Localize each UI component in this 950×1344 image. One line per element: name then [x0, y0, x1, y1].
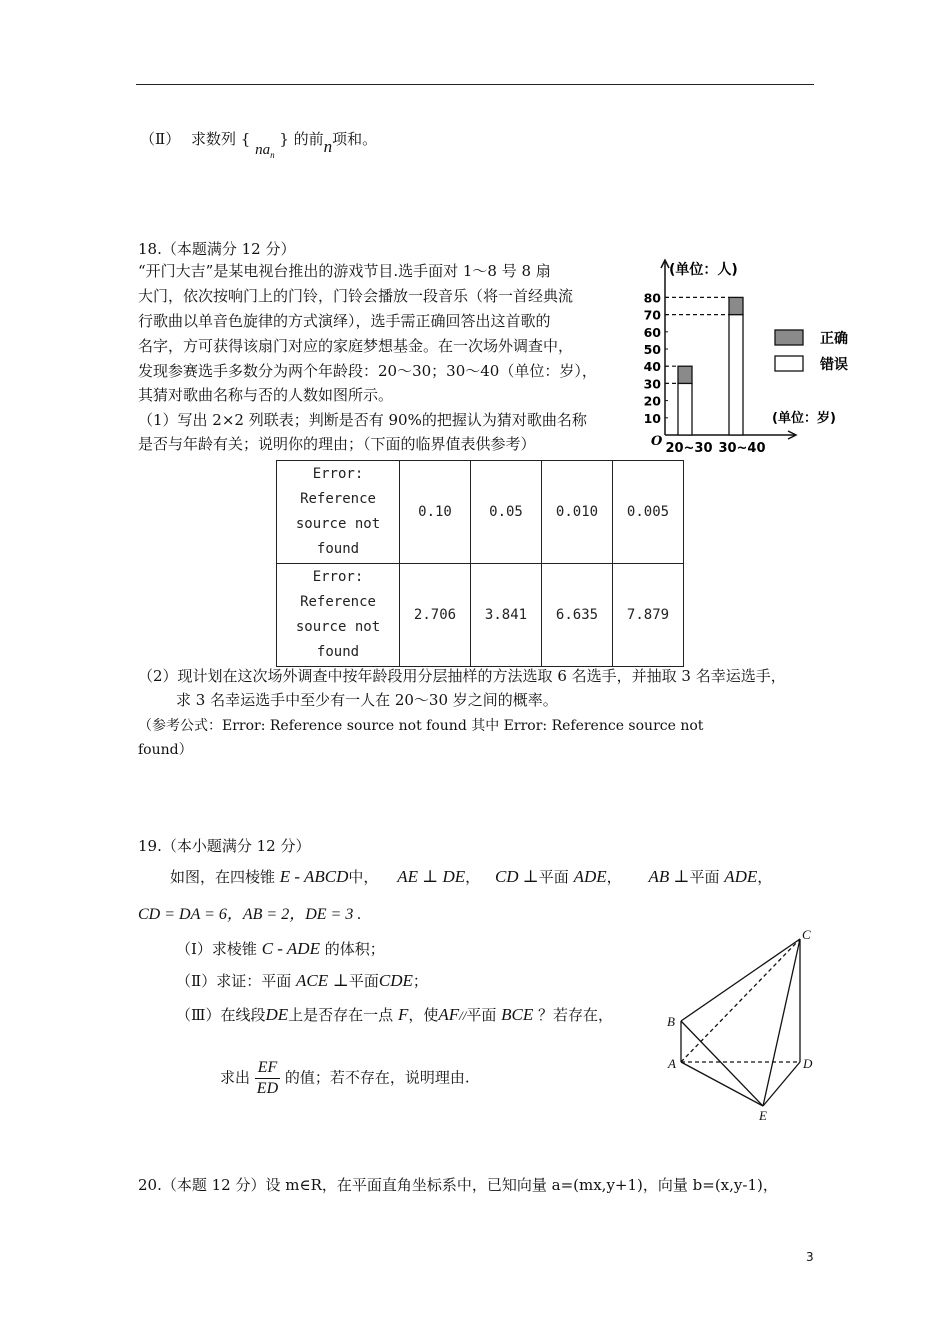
p19-sep: ，: [757, 868, 773, 886]
p19-sep: ，: [465, 868, 481, 886]
p19-q2-p2: CDE: [378, 971, 413, 990]
p19-q3-c: ，使: [408, 1006, 439, 1024]
p17-n: n: [323, 137, 333, 156]
y-tick-label: 20: [643, 393, 661, 409]
p19-heading: 19.（本小题满分 12 分）: [138, 837, 311, 855]
p18-q2-line-2: 求 3 名幸运选手中至少有一人在 20～30 岁之间的概率。: [176, 691, 558, 709]
p18-line-6: 其猜对歌曲名称与否的人数如图所示。: [138, 386, 394, 404]
age-bar-chart: [630, 250, 870, 460]
p19-cond1: AE ⊥ DE: [397, 867, 466, 886]
legend-swatch-wrong: [775, 356, 803, 371]
p17-part2-text-c: 项和。: [332, 130, 378, 148]
label-line: Reference: [300, 491, 376, 507]
p19-plane: 平面: [538, 868, 569, 886]
p19-q1-tail: 的体积；: [324, 940, 385, 958]
fraction-numerator: EF: [255, 1058, 280, 1079]
p19-q3-a: （Ⅲ）在线段: [176, 1006, 266, 1024]
p18-q1-line-2: 是否与年龄有关；说明你的理由；（下面的临界值表供参考）: [138, 435, 536, 453]
p17-part2: [140, 128, 378, 160]
edge-bc: [681, 939, 800, 1021]
p19-q2-plane: 平面: [348, 972, 379, 990]
label-line: source not: [295, 619, 381, 635]
label-line: found: [316, 644, 360, 660]
p18-line-3: 行歌曲以单音色旋律的方式演绎），选手需正确回答出这首歌的: [138, 312, 551, 330]
edge-be: [681, 1021, 763, 1106]
p17-part2-label: （Ⅱ）: [140, 130, 181, 148]
p19-q1: [176, 938, 385, 960]
legend-swatch-correct: [775, 330, 803, 345]
table-cell: 0.010: [542, 461, 613, 564]
table-row: [277, 564, 684, 667]
legend-label-wrong: 错误: [820, 357, 848, 373]
bar-wrong: [729, 315, 743, 435]
p18-line-2: 大门，依次按响门上的门铃，门铃会播放一段音乐（将一首经典流: [138, 287, 574, 305]
table-cell: 6.635: [542, 564, 613, 667]
edge-ae: [681, 1062, 763, 1106]
pyramid-figure: [660, 925, 830, 1125]
vertex-label-b: B: [667, 1014, 675, 1029]
p19-q3-af: AF: [438, 1005, 460, 1024]
label-line: Reference: [300, 594, 376, 610]
p19-q2-label: （Ⅱ）求证：平面: [176, 972, 292, 990]
table-row-label: [277, 564, 400, 667]
p19-q3-g: 的值；若不存在，说明理由.: [284, 1068, 470, 1087]
bar-correct: [678, 366, 692, 383]
y-tick-label: 80: [643, 290, 661, 306]
bar-correct: [729, 297, 743, 314]
p18-line-5: 发现参赛选手多数分为两个年龄段：20～30；30～40（单位：岁），: [138, 362, 597, 380]
critical-value-table: [276, 460, 684, 667]
p20-line: 20.（本题 12 分）设 m∈R，在平面直角坐标系中，已知向量 a=(mx,y+1)，向量 b=(x,y-1)，: [138, 1176, 778, 1194]
p19-cond3a: AB ⊥: [648, 867, 690, 886]
p19-q2-p1: ACE: [295, 971, 329, 990]
bar-wrong: [678, 383, 692, 435]
p19-q1-label: （Ⅰ）求棱锥: [176, 940, 257, 958]
p19-q3-e: ？若存在，: [538, 1006, 614, 1024]
p18-heading: 18.（本题满分 12 分）: [138, 240, 296, 258]
edge-de: [763, 1062, 800, 1106]
p19-q1-expr: C - ADE: [261, 939, 320, 958]
p19-plane: 平面: [689, 868, 720, 886]
label-line: source not: [295, 516, 381, 532]
table-cell: 3.841: [471, 564, 542, 667]
p18-q2-line-1: （2）现计划在这次场外调查中按年龄段用分层抽样的方法选取 6 名选手，并抽取 3 名幸运选手，: [138, 667, 786, 685]
fraction-denominator: ED: [256, 1080, 279, 1097]
vertex-label-a: A: [668, 1056, 676, 1071]
edge-ac-hidden: [681, 939, 800, 1062]
p19-intro-a: 如图，在四棱锥: [170, 868, 276, 886]
p19-q3: [176, 1004, 613, 1027]
page-number: 3: [806, 1250, 814, 1264]
p19-q2: [176, 970, 428, 992]
label-line: Error:: [312, 466, 364, 482]
p19-q3-seg: DE: [265, 1005, 289, 1024]
p19-q3-f: 求出: [220, 1068, 251, 1087]
p18-line-4: 名字，方可获得该扇门对应的家庭梦想基金。在一次场外调查中，: [138, 337, 574, 355]
label-line: Error:: [312, 569, 364, 585]
p19-q3-b: 上是否存在一点: [288, 1006, 394, 1024]
p19-intro: [170, 866, 772, 888]
p19-q3-ratio: [220, 1058, 470, 1099]
p17-part2-text-b: } 的前: [279, 130, 324, 148]
p19-intro-b: 中，: [348, 868, 379, 886]
p19-q2-tail: ；: [412, 972, 428, 990]
p19-cond2b: ADE: [573, 867, 607, 886]
x-tick-label: 20~30: [665, 441, 713, 456]
p19-q3-d: 平面: [466, 1006, 497, 1024]
p18-formula-line-2: found）: [138, 742, 193, 758]
vertex-label-e: E: [759, 1108, 767, 1123]
header-rule: [136, 84, 814, 85]
p19-q3-par: //: [459, 1008, 467, 1023]
p19-q2-perp: ⊥: [332, 971, 349, 990]
p18-formula-line-1: （参考公式：Error: Reference source not found 其中 Error: Reference source not: [138, 718, 704, 734]
table-cell: 7.879: [613, 564, 684, 667]
chart-y-title: (单位：人): [669, 262, 738, 278]
chart-x-title: (单位：岁): [772, 411, 836, 426]
chart-origin-label: O: [651, 434, 663, 449]
p19-q3-pt: F: [397, 1005, 409, 1024]
p19-cond3b: ADE: [724, 867, 758, 886]
p19-pyramid: E - ABCD: [279, 867, 349, 886]
table-cell: 0.10: [400, 461, 471, 564]
p19-q3-bce: BCE: [501, 1005, 534, 1024]
p18-q1-line-1: （1）写出 2×2 列联表；判断是否有 90%的把握认为猜对歌曲名称: [138, 411, 587, 429]
y-tick-label: 60: [643, 324, 661, 340]
table-cell: 0.05: [471, 461, 542, 564]
p19-sep: ，: [606, 868, 622, 886]
p17-part2-text-a: 求数列 {: [190, 130, 251, 148]
table-row-label: [277, 461, 400, 564]
edge-ce: [763, 939, 800, 1106]
y-tick-label: 50: [643, 342, 661, 357]
y-tick-label: 70: [643, 307, 661, 323]
table-cell: 2.706: [400, 564, 471, 667]
y-tick-label: 40: [643, 359, 661, 375]
label-line: found: [316, 541, 360, 557]
table-cell: 0.005: [613, 461, 684, 564]
p17-seq-sub: n: [270, 150, 275, 160]
x-tick-label: 30~40: [718, 441, 766, 456]
p19-lengths: CD = DA = 6，AB = 2，DE = 3 .: [138, 906, 362, 923]
table-row: [277, 461, 684, 564]
p19-cond2a: CD ⊥: [494, 867, 539, 886]
vertex-label-d: D: [803, 1056, 813, 1071]
y-tick-label: 30: [643, 376, 661, 392]
p17-seq: na: [255, 142, 271, 158]
legend-label-correct: 正确: [820, 331, 848, 347]
ratio-fraction: [255, 1058, 280, 1099]
p18-line-1: “开门大吉”是某电视台推出的游戏节目.选手面对 1～8 号 8 扇: [138, 262, 551, 280]
y-tick-label: 10: [643, 410, 661, 426]
vertex-label-c: C: [802, 927, 811, 942]
